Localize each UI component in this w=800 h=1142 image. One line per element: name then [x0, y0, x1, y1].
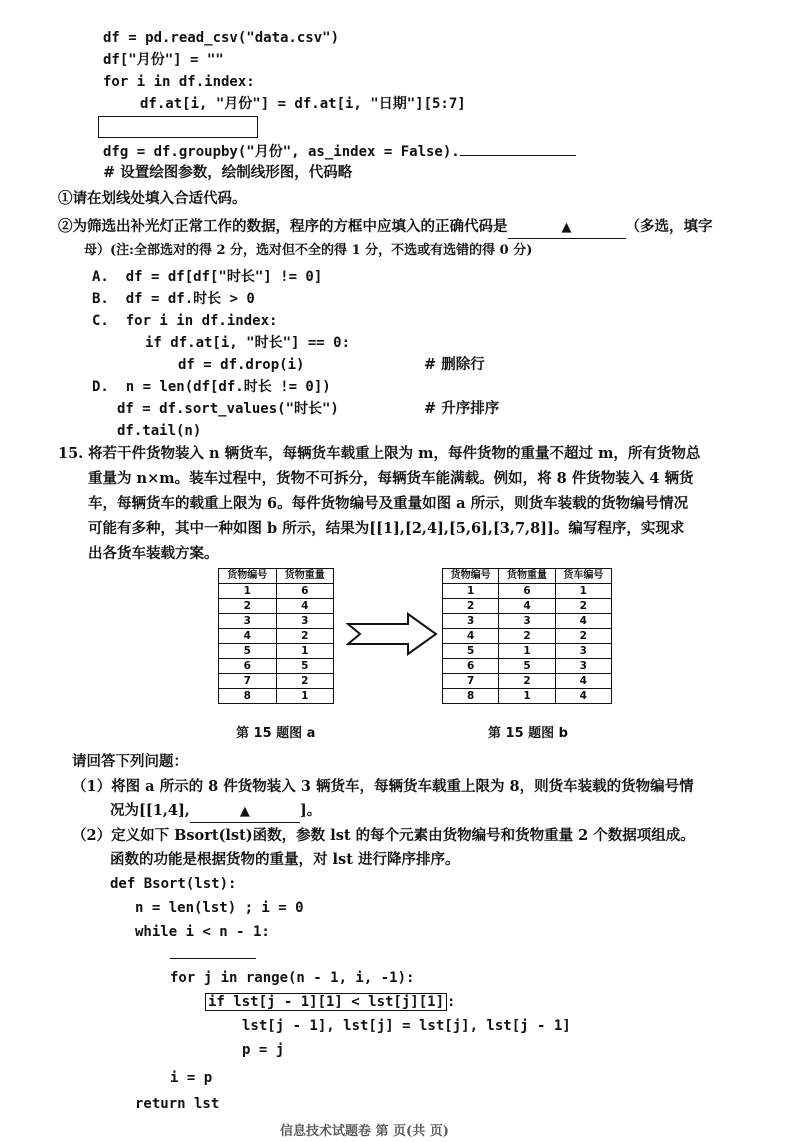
table-row — [219, 584, 334, 599]
sub1-prefix: 况为[[1,4], — [110, 802, 190, 819]
cell: 6 — [219, 659, 277, 674]
cell: 3 — [276, 614, 334, 629]
sub-question-2-line1: （2）定义如下 Bsort(lst)函数，参数 lst 的每个元素由货物编号和货物重量 2 个数据项组成。 — [72, 827, 695, 844]
bsort-line-for: for j in range(n - 1, i, -1): — [170, 970, 415, 986]
option-d-line2: df = df.sort_values("时长") — [117, 401, 339, 417]
option-b: B. df = df.时长 > 0 — [92, 291, 255, 307]
bsort-line-def: def Bsort(lst): — [110, 876, 237, 892]
answer-box — [98, 116, 258, 138]
bsort-line-if — [205, 992, 455, 1012]
cell: 1 — [499, 689, 555, 704]
bsort-line-while: while i < n - 1: — [135, 924, 270, 940]
bsort-line-i: i = p — [170, 1070, 213, 1086]
cell: 2 — [276, 674, 334, 689]
table-row — [219, 659, 334, 674]
groupby-blank — [460, 155, 576, 156]
table-a-header-id: 货物编号 — [219, 569, 277, 584]
page-footer: 信息技术试题卷 第 页(共 页) — [280, 1124, 449, 1139]
question-2-line2: 母）(注:全部选对的得 2 分，选对但不全的得 1 分，不选或有选错的得 0 分) — [84, 243, 533, 258]
bsort-line-p: p = j — [242, 1042, 285, 1058]
cell: 1 — [443, 584, 499, 599]
cell: 1 — [499, 644, 555, 659]
option-c-line2: if df.at[i, "时长"] == 0: — [145, 335, 351, 351]
cell: 2 — [219, 599, 277, 614]
code-line-assign-month: df.at[i, "月份"] = df.at[i, "日期"][5:7] — [140, 96, 466, 112]
bsort-line-swap: lst[j - 1], lst[j] = lst[j], lst[j - 1] — [242, 1018, 571, 1034]
table-a-header-weight: 货物重量 — [276, 569, 334, 584]
table-row — [219, 689, 334, 704]
figure-b-table — [442, 568, 612, 704]
cell: 3 — [219, 614, 277, 629]
bsort-if-colon: : — [447, 994, 456, 1010]
cell: 3 — [555, 644, 611, 659]
sub-question-2-line2: 函数的功能是根据货物的重量，对 lst 进行降序排序。 — [110, 851, 460, 868]
question-2-line1 — [58, 217, 713, 239]
cell: 4 — [555, 674, 611, 689]
question-1: ①请在划线处填入合适代码。 — [58, 190, 247, 207]
q15-para-line3: 车，每辆货车的载重上限为 6。每件货物编号及重量如图 a 所示，则货车装载的货物编号情况 — [88, 495, 689, 512]
cell: 5 — [276, 659, 334, 674]
table-row — [443, 629, 612, 644]
cell: 6 — [443, 659, 499, 674]
table-row — [219, 599, 334, 614]
table-row — [219, 629, 334, 644]
sub-question-1-line1: （1）将图 a 所示的 8 件货物装入 3 辆货车，每辆货车载重上限为 8，则货车装载的货物编号情 — [72, 778, 694, 795]
right-arrow-icon — [346, 612, 438, 656]
question-2-text-b: （多选，填字 — [625, 218, 713, 235]
cell: 8 — [443, 689, 499, 704]
cell: 7 — [443, 674, 499, 689]
bsort-if-box: if lst[j - 1][1] < lst[j][1] — [205, 993, 447, 1011]
table-row — [219, 614, 334, 629]
code-line-read-csv: df = pd.read_csv("data.csv") — [103, 30, 340, 46]
cell: 1 — [276, 644, 334, 659]
cell: 2 — [499, 674, 555, 689]
option-c-line3: df = df.drop(i) — [178, 357, 305, 373]
cell: 2 — [555, 599, 611, 614]
groupby-text: dfg = df.groupby("月份", as_index = False). — [103, 144, 460, 160]
triangle-marker: ▲ — [239, 804, 250, 819]
cell: 6 — [499, 584, 555, 599]
cell: 4 — [499, 599, 555, 614]
sub1-suffix: ]。 — [299, 802, 322, 819]
sub1-blank — [190, 801, 300, 823]
cell: 4 — [555, 614, 611, 629]
cell: 4 — [219, 629, 277, 644]
code-line-groupby — [103, 142, 576, 162]
cell: 2 — [276, 629, 334, 644]
bsort-blank-line — [170, 958, 256, 959]
bsort-line-init: n = len(lst) ; i = 0 — [135, 900, 304, 916]
table-row — [443, 584, 612, 599]
cell: 1 — [276, 689, 334, 704]
cell: 4 — [443, 629, 499, 644]
table-b-header-truck: 货车编号 — [555, 569, 611, 584]
option-d-comment: # 升序排序 — [424, 400, 500, 417]
cell: 8 — [219, 689, 277, 704]
table-row — [443, 689, 612, 704]
bsort-line-return: return lst — [135, 1096, 220, 1112]
q15-number: 15. — [58, 445, 84, 462]
q15-para-line2: 重量为 n×m。装车过程中，货物不可拆分，每辆货车能满载。例如，将 8 件货物装入 4 辆货 — [88, 470, 694, 487]
q15-para-line5: 出各货车装载方案。 — [88, 545, 219, 562]
figure-a-table — [218, 568, 334, 704]
code-line-for-loop: for i in df.index: — [103, 74, 255, 90]
table-row — [443, 674, 612, 689]
code-line-comment-plot: # 设置绘图参数，绘制线形图，代码略 — [103, 164, 353, 181]
cell: 3 — [555, 659, 611, 674]
cell: 5 — [219, 644, 277, 659]
table-b-header-id: 货物编号 — [443, 569, 499, 584]
option-d-line1: D. n = len(df[df.时长 != 0]) — [92, 379, 331, 395]
sub-question-1-line2 — [110, 801, 321, 823]
table-b-header-weight: 货物重量 — [499, 569, 555, 584]
option-d-line3: df.tail(n) — [117, 423, 202, 439]
triangle-marker: ▲ — [561, 220, 572, 235]
cell: 3 — [443, 614, 499, 629]
figure-a-caption: 第 15 题图 a — [236, 726, 316, 741]
figure-b-caption: 第 15 题图 b — [488, 726, 568, 741]
cell: 4 — [276, 599, 334, 614]
cell: 2 — [555, 629, 611, 644]
cell: 2 — [443, 599, 499, 614]
cell: 5 — [443, 644, 499, 659]
cell: 1 — [219, 584, 277, 599]
cell: 4 — [555, 689, 611, 704]
table-row — [219, 674, 334, 689]
answer-intro: 请回答下列问题： — [72, 753, 188, 770]
cell: 7 — [219, 674, 277, 689]
cell: 1 — [555, 584, 611, 599]
cell: 2 — [499, 629, 555, 644]
table-row — [219, 644, 334, 659]
question-2-blank — [508, 217, 626, 239]
table-row — [443, 659, 612, 674]
option-c-comment: # 删除行 — [424, 356, 485, 373]
option-a: A. df = df[df["时长"] != 0] — [92, 269, 323, 285]
cell: 6 — [276, 584, 334, 599]
option-c-line1: C. for i in df.index: — [92, 313, 278, 329]
question-2-text: ②为筛选出补光灯正常工作的数据，程序的方框中应填入的正确代码是 — [58, 218, 508, 235]
table-row — [443, 599, 612, 614]
q15-para-line4: 可能有多种，其中一种如图 b 所示，结果为[[1],[2,4],[5,6],[3,7,8]]。编写程序，实现求 — [88, 520, 685, 537]
cell: 5 — [499, 659, 555, 674]
code-line-month-init: df["月份"] = "" — [103, 52, 224, 68]
q15-para-line1: 将若干件货物装入 n 辆货车，每辆货车载重上限为 m，每件货物的重量不超过 m，所有货物总 — [88, 445, 701, 462]
table-row — [443, 614, 612, 629]
cell: 3 — [499, 614, 555, 629]
table-row — [443, 644, 612, 659]
